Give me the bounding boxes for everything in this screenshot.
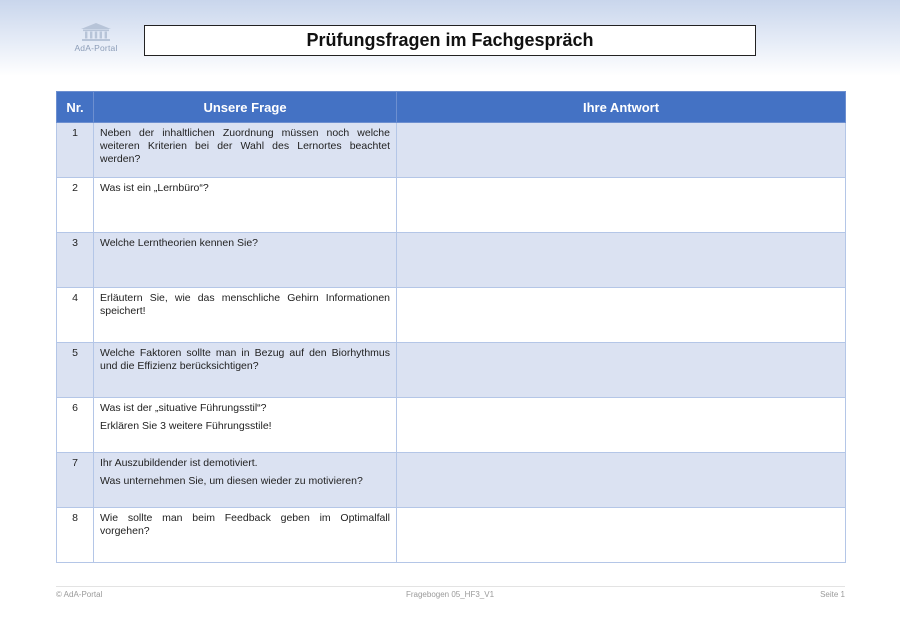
footer-divider: [56, 586, 845, 587]
table-row: [57, 343, 846, 398]
question-followup: Was unternehmen Sie, um diesen wieder zu motivieren?: [100, 475, 363, 487]
logo: [68, 22, 124, 53]
question-cell: [94, 398, 397, 453]
answer-cell[interactable]: [397, 453, 846, 508]
question-text: Erläutern Sie, wie das menschliche Gehirn Informationen speichert!: [100, 292, 390, 317]
row-number: 6: [57, 398, 94, 453]
answer-cell[interactable]: [397, 508, 846, 563]
logo-text: AdA-Portal: [74, 43, 118, 53]
table-row: [57, 508, 846, 563]
question-text: Neben der inhaltlichen Zuordnung müssen noch welche weiteren Kriterien bei der Wahl des Lernortes beachtet werden?: [100, 127, 390, 165]
column-header-question: Unsere Frage: [94, 92, 397, 123]
table-row: [57, 288, 846, 343]
question-text: Was ist ein „Lernbüro“?: [100, 182, 209, 194]
question-text: Welche Faktoren sollte man in Bezug auf den Biorhythmus und die Effizienz berücksichtigen?: [100, 347, 390, 372]
temple-logo-icon: [79, 22, 113, 42]
page-title: Prüfungsfragen im Fachgespräch: [144, 25, 756, 56]
table-row: [57, 233, 846, 288]
question-cell: [94, 508, 397, 563]
row-number: 5: [57, 343, 94, 398]
column-header-answer: Ihre Antwort: [397, 92, 846, 123]
table-row: [57, 123, 846, 178]
table-row: [57, 453, 846, 508]
question-text: Was ist der „situative Führungsstil“?: [100, 402, 267, 414]
question-followup: Erklären Sie 3 weitere Führungsstile!: [100, 420, 272, 432]
row-number: 3: [57, 233, 94, 288]
answer-cell[interactable]: [397, 123, 846, 178]
question-cell: [94, 123, 397, 178]
answer-cell[interactable]: [397, 398, 846, 453]
row-number: 1: [57, 123, 94, 178]
table-row: [57, 178, 846, 233]
row-number: 4: [57, 288, 94, 343]
row-number: 8: [57, 508, 94, 563]
footer-copyright: © AdA-Portal: [56, 590, 103, 599]
answer-cell[interactable]: [397, 233, 846, 288]
column-header-nr: Nr.: [57, 92, 94, 123]
table-header-row: [57, 92, 846, 123]
questions-table: [56, 91, 846, 563]
question-text: Welche Lerntheorien kennen Sie?: [100, 237, 258, 249]
answer-cell[interactable]: [397, 343, 846, 398]
question-text: Ihr Auszubildender ist demotiviert.: [100, 457, 258, 469]
question-cell: [94, 288, 397, 343]
question-cell: [94, 343, 397, 398]
answer-cell[interactable]: [397, 178, 846, 233]
table-row: [57, 398, 846, 453]
answer-cell[interactable]: [397, 288, 846, 343]
footer-document-id: Fragebogen 05_HF3_V1: [405, 590, 495, 599]
question-cell: [94, 178, 397, 233]
question-text: Wie sollte man beim Feedback geben im Optimalfall vorgehen?: [100, 512, 390, 537]
question-cell: [94, 453, 397, 508]
question-cell: [94, 233, 397, 288]
row-number: 7: [57, 453, 94, 508]
row-number: 2: [57, 178, 94, 233]
footer-page-number: Seite 1: [820, 590, 845, 599]
